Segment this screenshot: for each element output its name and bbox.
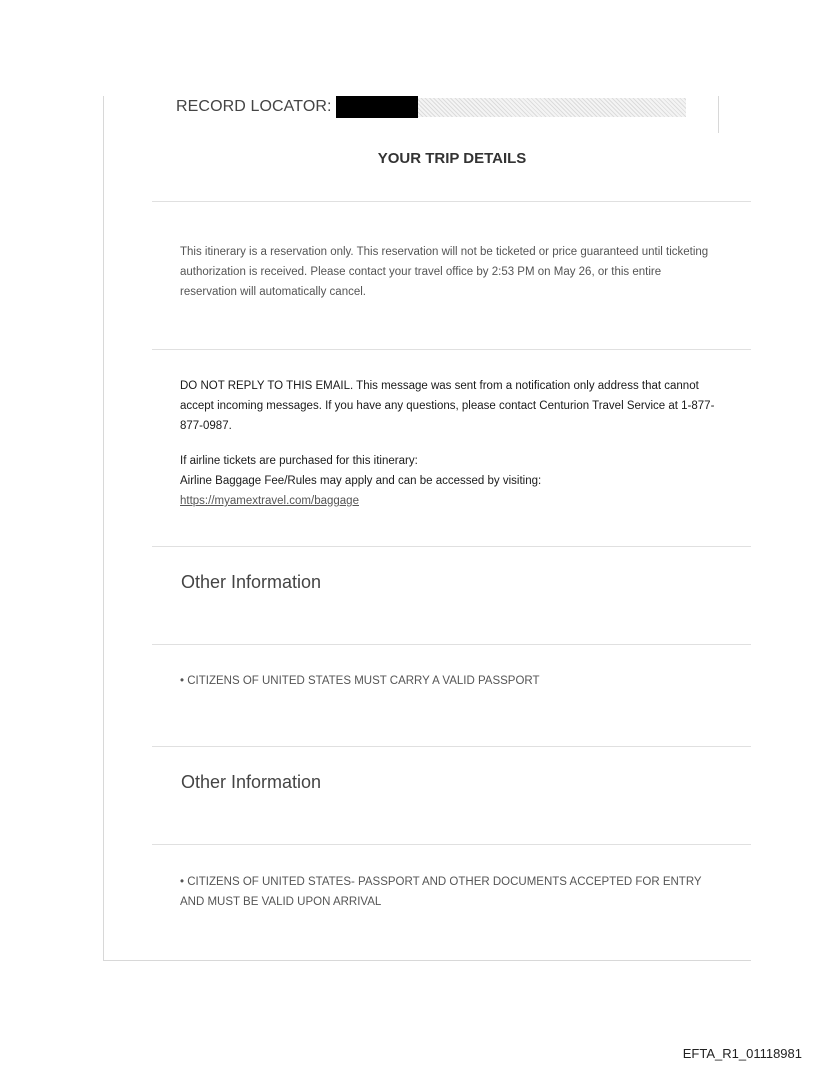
section-title-other-information: Other Information xyxy=(181,572,322,592)
airline-notice xyxy=(180,451,720,511)
divider xyxy=(152,644,751,645)
info-bullet-item xyxy=(180,872,720,912)
page-border-left xyxy=(103,96,104,960)
divider xyxy=(152,349,751,350)
page-border-right xyxy=(718,96,719,133)
baggage-link[interactable]: https://myamextravel.com/baggage xyxy=(180,495,359,507)
divider xyxy=(152,844,751,845)
page-border-bottom xyxy=(103,960,751,961)
page-title: YOUR TRIP DETAILS xyxy=(377,150,527,167)
info-bullet-text: CITIZENS OF UNITED STATES- PASSPORT AND OTHER DOCUMENTS ACCEPTED FOR ENTRY AND MUST BE VALID UPON ARRIVAL xyxy=(180,876,702,908)
bullet-icon: • xyxy=(180,675,185,687)
airline-notice-line2: Airline Baggage Fee/Rules may apply and can be accessed by visiting: xyxy=(180,475,542,487)
record-locator-label: RECORD LOCATOR: xyxy=(176,98,332,115)
divider xyxy=(152,546,751,547)
airline-notice-line1: If airline tickets are purchased for this itinerary: xyxy=(180,455,418,467)
do-not-reply-notice: DO NOT REPLY TO THIS EMAIL. This message was sent from a notification only address that cannot accept incoming messages. If you have any questions, please contact Centurion Travel Service at 1-877-877-0987. xyxy=(180,380,715,432)
reservation-notice: This itinerary is a reservation only. This reservation will not be ticketed or price guaranteed until ticketing authorization is received. Please contact your travel office by 2:53 PM on May 26, or this entire reservation will automatically cancel. xyxy=(180,246,709,298)
info-bullet-text: CITIZENS OF UNITED STATES MUST CARRY A VALID PASSPORT xyxy=(187,675,540,687)
info-bullet-item xyxy=(180,671,720,691)
document-id: EFTA_R1_01118981 xyxy=(682,1046,802,1061)
divider xyxy=(152,201,751,202)
redaction-box xyxy=(336,96,418,118)
redaction-hatch xyxy=(418,98,686,117)
divider xyxy=(152,746,751,747)
bullet-icon: • xyxy=(180,876,185,888)
section-title-other-information: Other Information xyxy=(181,772,322,792)
record-locator xyxy=(176,96,686,118)
